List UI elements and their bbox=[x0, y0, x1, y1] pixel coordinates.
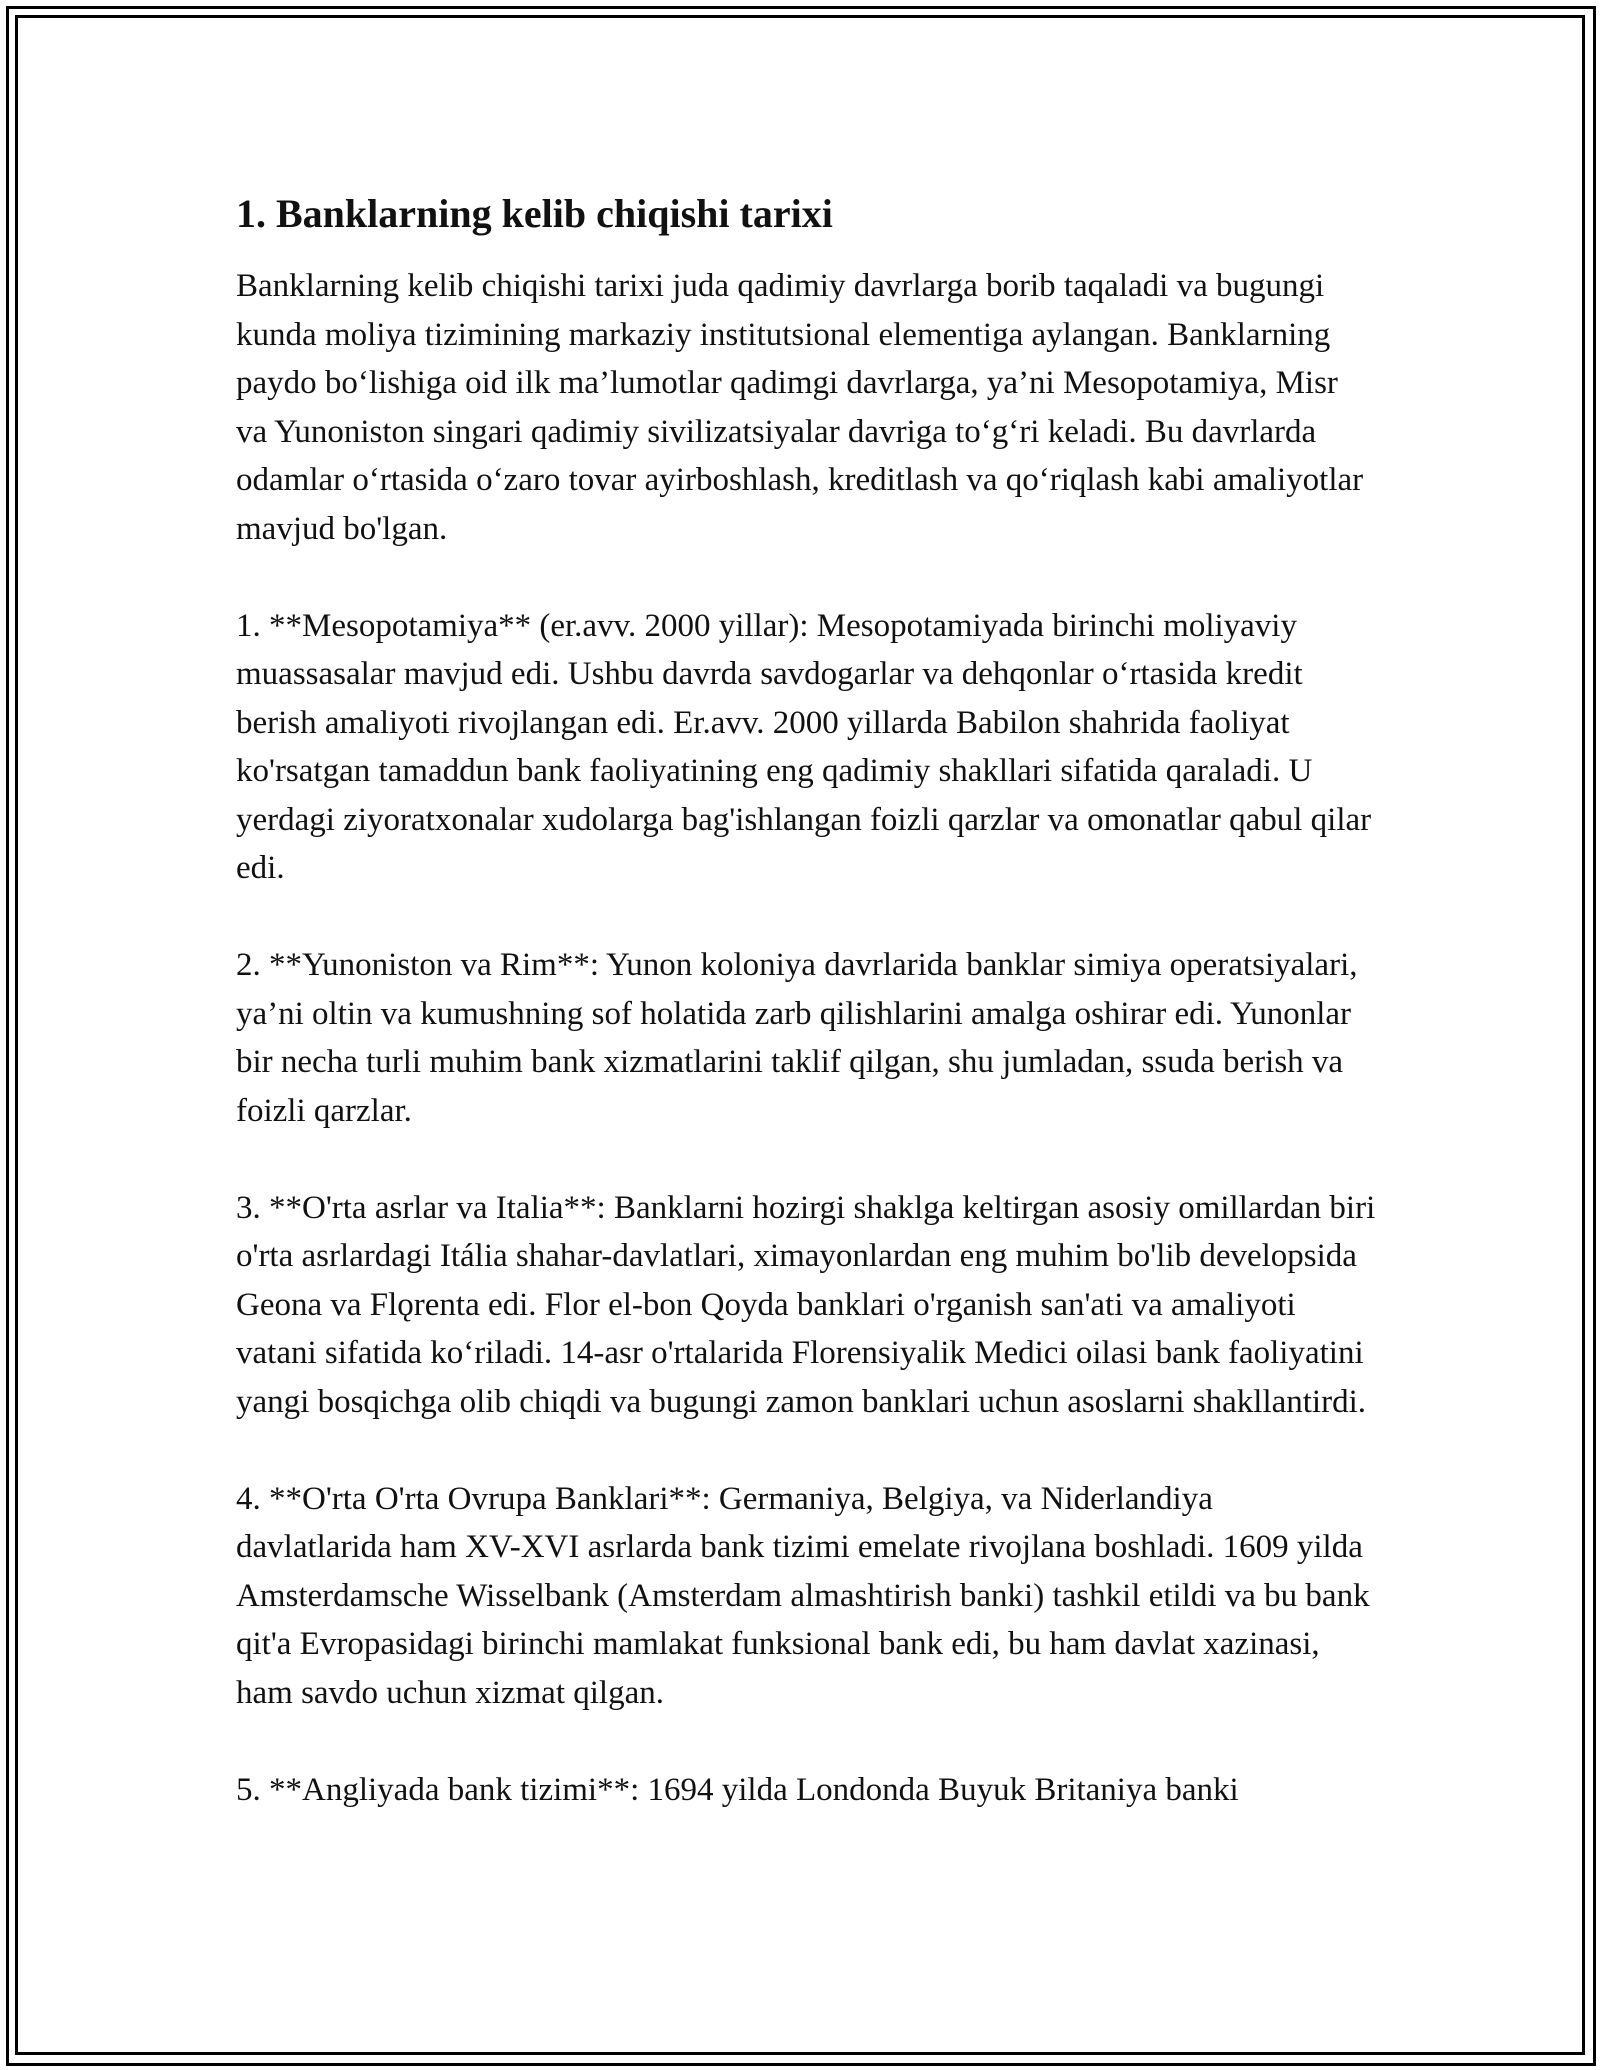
list-item-yunoniston-rim: 2. **Yunoniston va Rim**: Yunon koloniya davrlarida banklar simiya operatsiyalari, ya’ni oltin va kumushning sof holatida zarb qilishlarini amalga oshirar edi. Yunonlar bir necha turli muhim bank xizmatlarini taklif qilgan, shu jumladan, ssuda berish va foizli qarzlar. bbox=[236, 947, 1358, 1129]
section-heading: 1. Banklarning kelib chiqishi tarixi bbox=[236, 191, 833, 236]
document-body bbox=[236, 184, 1376, 1863]
intro-paragraph: Banklarning kelib chiqishi tarixi juda qadimiy davrlarga borib taqaladi va bugungi kunda moliya tizimining markaziy institutsional elementiga aylangan. Banklarning paydo bo‘lishiga oid ilk ma’lumotlar qadimgi davrlarga, ya’ni Mesopotamiya, Misr va Yunoniston singari qadimiy sivilizatsiyalar davriga to‘g‘ri keladi. Bu davrlarda odamlar o‘rtasida o‘zaro tovar ayirboshlash, kreditlash va qo‘riqlash kabi amaliyotlar mavjud bo'lgan. bbox=[236, 268, 1364, 547]
list-item-orta-asrlar-italia: 3. **O'rta asrlar va Italia**: Banklarni hozirgi shaklga keltirgan asosiy omillardan biri o'rta asrlardagi Itália shahar-davlatlari, ximayonlardan eng muhim bo'lib developsida Geona va Flǫrenta edi. Flor el-bon Qoyda banklari o'rganish san'ati va amaliyoti vatani sifatida ko‘riladi. 14-asr o'rtalarida Florensiyalik Medici oilasi bank faoliyatini yangi bosqichga olib chiqdi va bugungi zamon banklari uchun asoslarni shakllantirdi. bbox=[236, 1189, 1376, 1420]
list-item-angliya: 5. **Angliyada bank tizimi**: 1694 yilda Londonda Buyuk Britaniya banki bbox=[236, 1771, 1239, 1808]
list-item-ovrupa-banklari: 4. **O'rta O'rta Ovrupa Banklari**: Germaniya, Belgiya, va Niderlandiya davlatlarida ham XV-XVI asrlarda bank tizimi emelate rivojlana boshladi. 1609 yilda Amsterdamsche Wisselbank (Amsterdam almashtirish banki) tashkil etildi va bu bank qit'a Evropasidagi birinchi mamlakat funksional bank edi, bu ham davlat xazinasi, ham savdo uchun xizmat qilgan. bbox=[236, 1480, 1370, 1711]
list-item-mesopotamiya: 1. **Mesopotamiya** (er.avv. 2000 yillar): Mesopotamiyada birinchi moliyaviy muassasalar mavjud edi. Ushbu davrda savdogarlar va dehqonlar o‘rtasida kredit berish amaliyoti rivojlangan edi. Er.avv. 2000 yillarda Babilon shahrida faoliyat ko'rsatgan tamaddun bank faoliyatining eng qadimiy shakllari sifatida qaraladi. U yerdagi ziyoratxonalar xudolarga bag'ishlangan foizli qarzlar va omonatlar qabul qilar edi. bbox=[236, 607, 1372, 886]
